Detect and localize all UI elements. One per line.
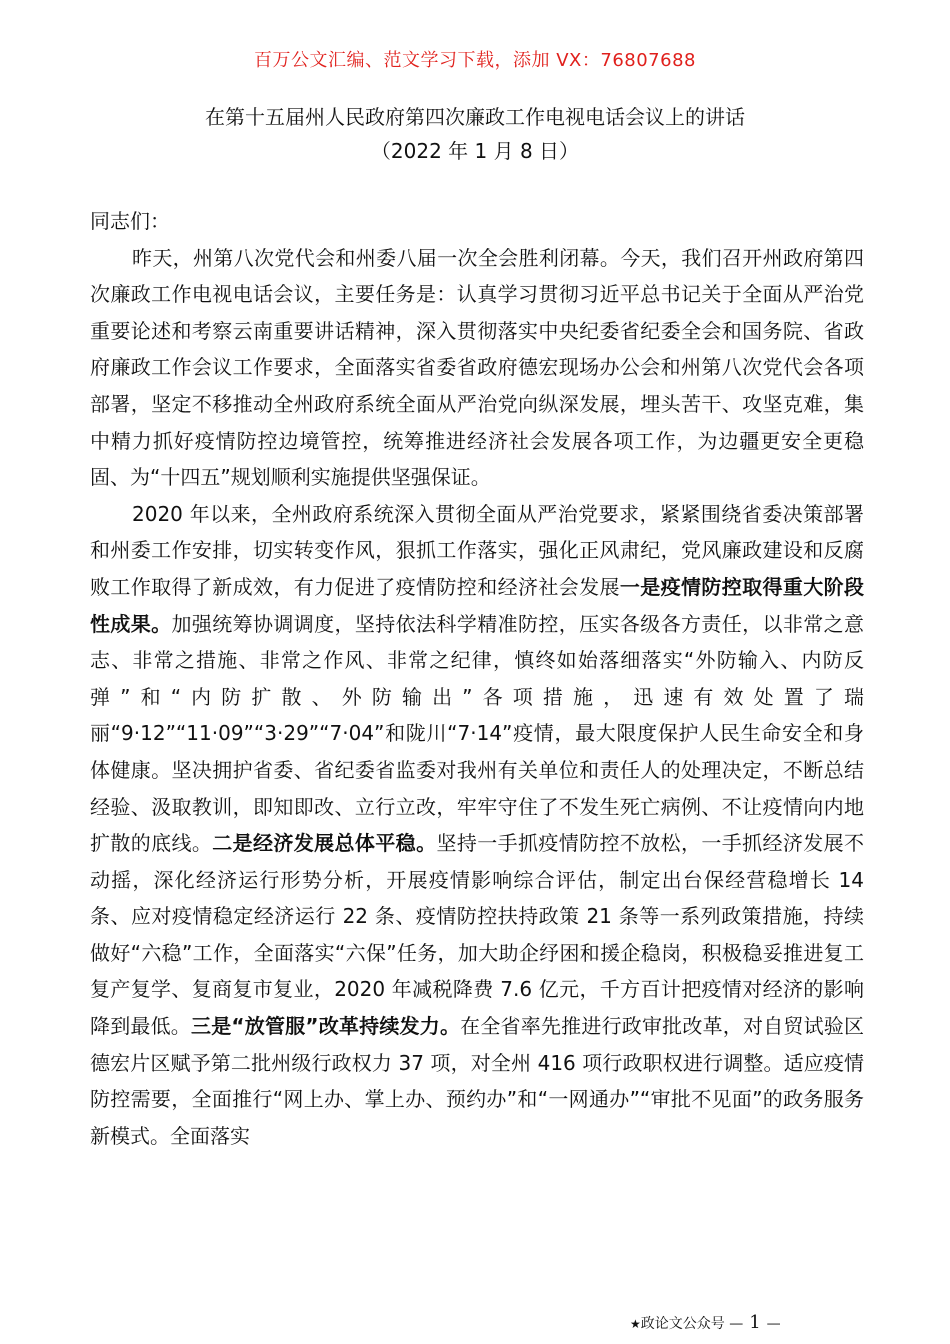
heading-2: 二是经济发展总体平稳。 <box>212 831 437 856</box>
footer-source: 政论文公众号 <box>640 1316 725 1332</box>
document-title: 在第十五届州人民政府第四次廉政工作电视电话会议上的讲话 <box>205 105 745 129</box>
paragraph-2 <box>90 496 864 1155</box>
page-footer <box>630 1312 870 1333</box>
paragraph-2-text-3: 在全省率先推进行政审批改革，对自贸试验区德宏片区赋予第二批州级行政权力 37 项，对全州 416 项行政职权进行调整。适应疫情防控需要，全面推行“网上办、掌上办、预约办”和“一网通办”“审批不见面”的政务服务新模式。全面落实 <box>90 1014 865 1148</box>
paragraph-2-intro: 2020 年以来，全州政府系统深入贯彻全面从严治党要求，紧紧围绕省委决策部署和州委工作安排，切实转变作风，狠抓工作落实，强化正风肃纪，党风廉政建设和反腐败工作取得了新成效，有力促进了疫情防控和经济社会发展 <box>90 501 864 599</box>
document-body <box>90 203 864 1154</box>
heading-1: 一是疫情防控取得重大阶段性成果。 <box>90 574 865 636</box>
footer-dash-left: — <box>729 1316 744 1332</box>
paragraph-2-text-1: 加强统筹协调调度，坚持依法科学精准防控，压实各级各方责任，以非常之意志、非常之措施、非常之作风、非常之纪律，慎终如始落细落实“外防输入、内防反弹”和“内防扩散、外防输出”各项措施，迅速有效处置了瑞丽“9·12”“11·09”“3·29”“7·04”和陇川“7·14”疫情，最大限度保护人民生命安全和身体健康。坚决拥护省委、省纪委省监委对我州有关单位和责任人的处理决定，不断总结经验、汲取教训，即知即改、立行立改，牢牢守住了不发生死亡病例、不让疫情向内地扩散的底线。 <box>90 611 865 856</box>
heading-3: 三是“放管服”改革持续发力。 <box>191 1014 461 1039</box>
paragraph-1: 昨天，州第八次党代会和州委八届一次全会胜利闭幕。今天，我们召开州政府第四次廉政工作电视电话会议，主要任务是：认真学习贯彻习近平总书记关于全面从严治党重要论述和考察云南重要讲话精神，深入贯彻落实中央纪委省纪委全会和国务院、省政府廉政工作会议工作要求，全面落实省委省政府德宏现场办公会和州第八次党代会各项部署，坚定不移推动全州政府系统全面从严治党向纵深发展，埋头苦干、攻坚克难，集中精力抓好疫情防控边境管控，统筹推进经济社会发展各项工作，为边疆更安全更稳固、为“十四五”规划顺利实施提供坚强保证。 <box>90 245 864 490</box>
star-icon: ★ <box>630 1317 641 1331</box>
footer-dash-right: — <box>766 1316 781 1332</box>
document-date: （2022 年 1 月 8 日） <box>370 139 580 163</box>
download-banner: 百万公文汇编、范文学习下载，添加 VX：76807688 <box>254 50 696 71</box>
paragraph-2-text-2: 坚持一手抓疫情防控不放松，一手抓经济发展不动摇，深化经济运行形势分析，开展疫情影响综合评估，制定出台保经营稳增长 14 条、应对疫情稳定经济运行 22 条、疫情防控扶持政策 21 条等一系列政策措施，持续做好“六稳”工作，全面落实“六保”任务，加大助企纾困和援企稳岗，积极稳妥推进复工复产复学、复商复市复业，2020 年减税降费 7.6 亿元，千方百计把疫情对经济的影响降到最低。 <box>90 831 865 1039</box>
salutation: 同志们： <box>90 209 170 233</box>
page-number: 1 <box>749 1312 761 1333</box>
